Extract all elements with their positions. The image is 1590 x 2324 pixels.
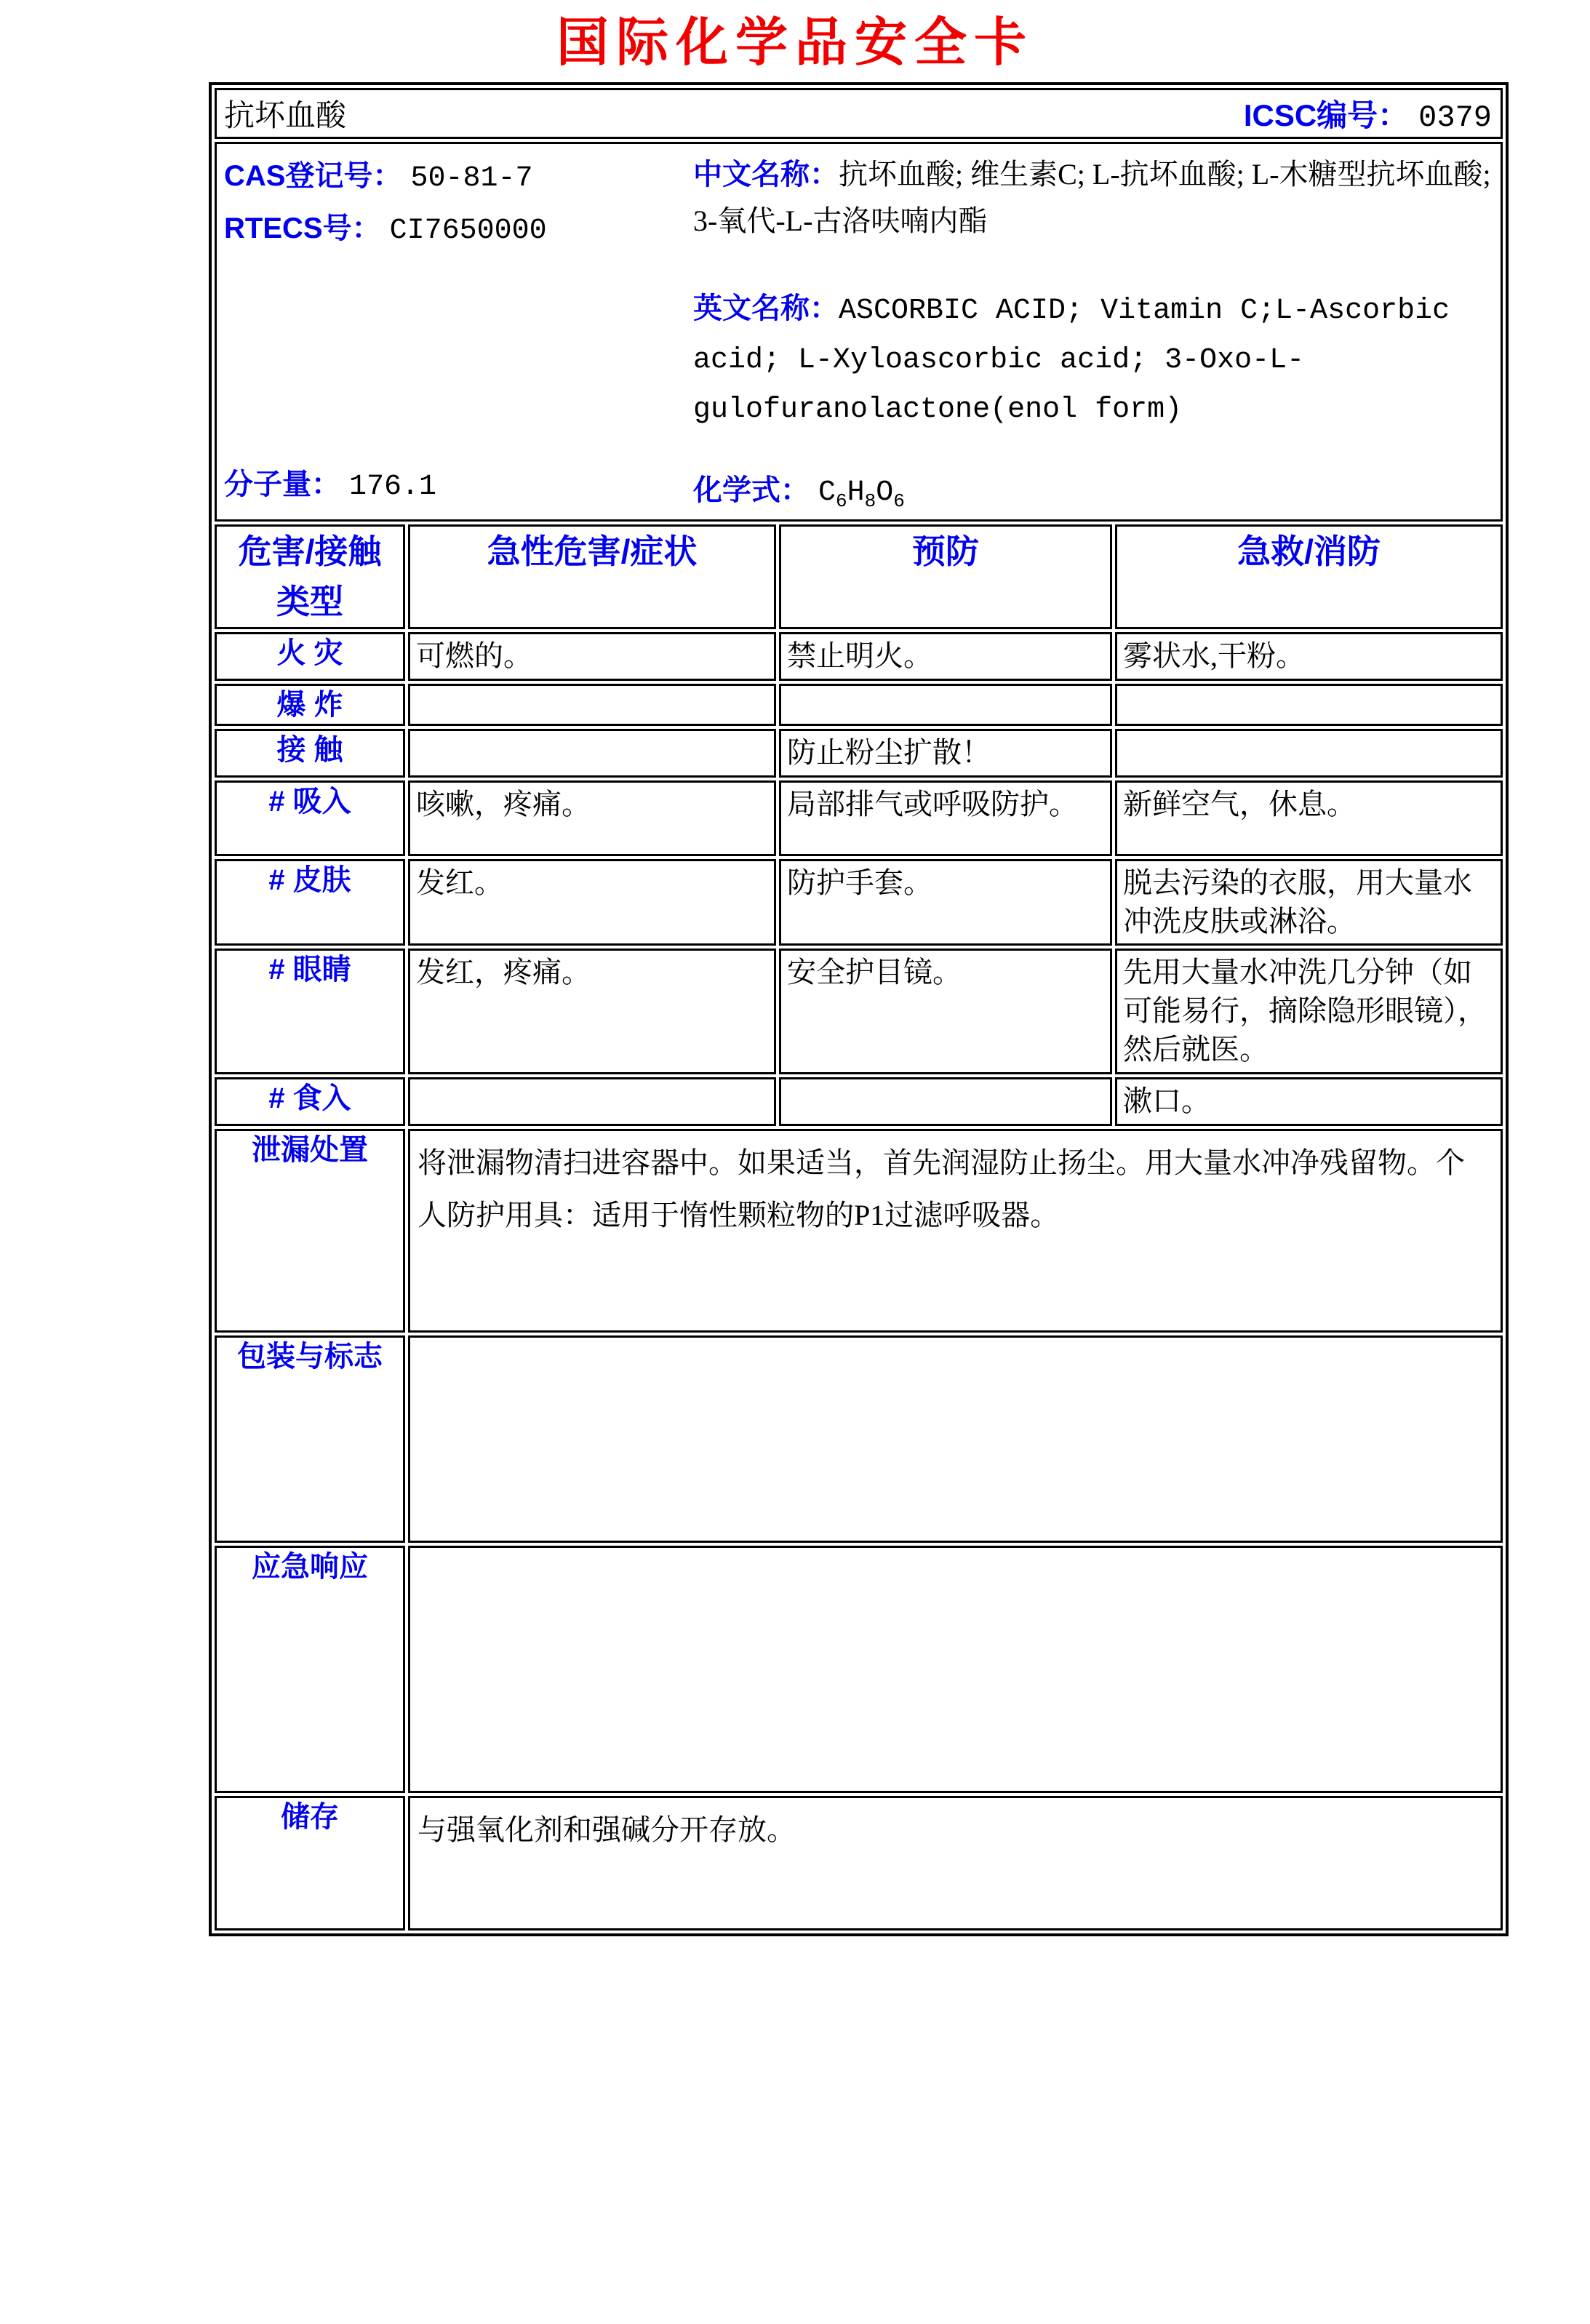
- contact-symptoms-cell: [408, 729, 776, 778]
- column-header-hazard-type: [215, 524, 405, 629]
- molecular-weight-line: [224, 460, 693, 512]
- table-row-eyes: [215, 949, 1503, 1074]
- column-header-prevention: 预防: [779, 524, 1112, 629]
- contact-response-cell: [1115, 729, 1503, 778]
- cas-label: CAS登记号：: [224, 160, 402, 193]
- table-row-storage: [215, 1796, 1503, 1930]
- substance-name: 抗坏血酸: [224, 100, 347, 134]
- fire-prevention-cell: 禁止明火。: [779, 632, 1112, 681]
- icsc-number-group: [1244, 92, 1492, 135]
- identity-block: [217, 144, 1501, 518]
- eyes-symptoms-cell: 发红，疼痛。: [408, 949, 776, 1074]
- table-row: [215, 88, 1503, 139]
- explosion-response-cell: [1115, 684, 1503, 726]
- formula-element: C: [818, 476, 836, 510]
- formula-subscript: 8: [864, 490, 876, 513]
- english-name-line: [693, 285, 1493, 434]
- identity-right-column: [693, 151, 1493, 512]
- skin-symptoms-cell: 发红。: [408, 859, 776, 946]
- spill-disposal-content: 将泄漏物清扫进容器中。如果适当，首先润湿防止扬尘。用大量水冲净残留物。个人防护用具：适用于惰性颗粒物的P1过滤呼吸器。: [408, 1129, 1503, 1333]
- substance-header: [217, 90, 1501, 137]
- english-name-label: 英文名称：: [693, 292, 839, 325]
- formula-element: O: [876, 476, 894, 510]
- eyes-prevention-cell: 安全护目镜。: [779, 949, 1112, 1074]
- formula-subscript: 6: [893, 490, 905, 513]
- chinese-name-line: [693, 151, 1493, 244]
- table-row-fire: [215, 632, 1503, 681]
- explosion-prevention-cell: [779, 684, 1112, 726]
- cas-line: [224, 151, 693, 204]
- english-name-value: ASCORBIC ACID; Vitamin C;L-Ascorbic acid; L-Xyloascorbic acid; 3-Oxo-L-gulofuranolactone(enol form): [693, 295, 1450, 427]
- table-row-skin: [215, 859, 1503, 946]
- safety-card-table: [209, 82, 1509, 1936]
- column-header-response: 急救/消防: [1115, 524, 1503, 629]
- ingestion-symptoms-cell: [408, 1077, 776, 1126]
- identity-cell: [215, 142, 1503, 522]
- formula-value: [818, 476, 905, 513]
- page-title: 国际化学品安全卡: [556, 11, 1034, 73]
- fire-symptoms-cell: 可燃的。: [408, 632, 776, 681]
- row-label-contact: 接 触: [215, 729, 405, 778]
- molecular-weight-label: 分子量：: [224, 468, 340, 501]
- inhalation-response-cell: 新鲜空气，休息。: [1115, 780, 1503, 856]
- column-header-line: 类型: [276, 583, 343, 621]
- storage-content: 与强氧化剂和强碱分开存放。: [408, 1796, 1503, 1930]
- table-row-spill-disposal: [215, 1129, 1503, 1333]
- rtecs-line: [224, 204, 693, 256]
- formula-subscript: 6: [836, 490, 847, 513]
- formula-element: H: [847, 476, 865, 510]
- row-label-fire: 火 灾: [215, 632, 405, 681]
- fire-response-cell: 雾状水,干粉。: [1115, 632, 1503, 681]
- eyes-response-cell: 先用大量水冲洗几分钟（如可能易行，摘除隐形眼镜），然后就医。: [1115, 949, 1503, 1074]
- table-row: [215, 142, 1503, 522]
- cas-value: 50-81-7: [410, 162, 533, 196]
- inhalation-symptoms-cell: 咳嗽，疼痛。: [408, 780, 776, 856]
- row-label-emergency-response: 应急响应: [215, 1546, 405, 1793]
- column-header-line: 危害/接触: [238, 532, 382, 571]
- row-label-eyes: # 眼睛: [215, 949, 405, 1074]
- row-label-explosion: 爆 炸: [215, 684, 405, 726]
- table-header-row: [215, 524, 1503, 629]
- table-row-ingestion: [215, 1077, 1503, 1126]
- row-label-ingestion: # 食入: [215, 1077, 405, 1126]
- emergency-response-content: [408, 1546, 1503, 1793]
- skin-response-cell: 脱去污染的衣服，用大量水冲洗皮肤或淋浴。: [1115, 859, 1503, 946]
- formula-line: [693, 467, 1493, 512]
- row-label-storage: 储存: [215, 1796, 405, 1930]
- column-header-symptoms: 急性危害/症状: [408, 524, 776, 629]
- table-row-inhalation: [215, 780, 1503, 856]
- table-row-packaging: [215, 1335, 1503, 1543]
- row-label-spill-disposal: 泄漏处置: [215, 1129, 405, 1333]
- skin-prevention-cell: 防护手套。: [779, 859, 1112, 946]
- row-label-inhalation: # 吸入: [215, 780, 405, 856]
- molecular-weight-value: 176.1: [349, 471, 437, 504]
- chinese-name-value: 抗坏血酸; 维生素C; L-抗坏血酸; L-木糖型抗坏血酸; 3-氧代-L-古洛呋喃内酯: [693, 158, 1491, 238]
- table-row-emergency-response: [215, 1546, 1503, 1793]
- substance-header-cell: [215, 88, 1503, 139]
- table-row-contact: [215, 729, 1503, 778]
- ingestion-prevention-cell: [779, 1077, 1112, 1126]
- explosion-symptoms-cell: [408, 684, 776, 726]
- icsc-label: ICSC编号：: [1243, 98, 1409, 133]
- identity-left-column: [224, 151, 693, 512]
- rtecs-value: CI7650000: [389, 215, 547, 248]
- icsc-number: 0379: [1418, 100, 1492, 136]
- table-row-explosion: [215, 684, 1503, 726]
- ingestion-response-cell: 漱口。: [1115, 1077, 1503, 1126]
- chinese-name-label: 中文名称：: [693, 159, 839, 191]
- row-label-packaging: 包装与标志: [215, 1335, 405, 1543]
- row-label-skin: # 皮肤: [215, 859, 405, 946]
- packaging-content: [408, 1335, 1503, 1543]
- inhalation-prevention-cell: 局部排气或呼吸防护。: [779, 780, 1112, 856]
- rtecs-label: RTECS号：: [224, 212, 381, 245]
- formula-label: 化学式：: [693, 474, 810, 507]
- contact-prevention-cell: 防止粉尘扩散！: [779, 729, 1112, 778]
